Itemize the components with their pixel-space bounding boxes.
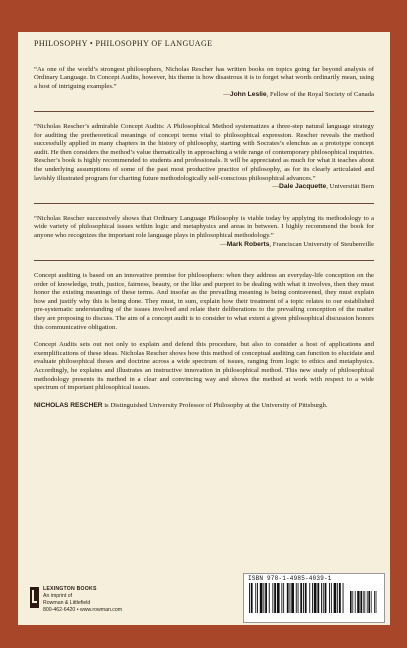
barcode-bar bbox=[314, 583, 317, 613]
endorsement-2-affiliation: , Universität Bern bbox=[326, 183, 374, 191]
endorsement-2-attribution: —Dale Jacquette, Universität Bern bbox=[272, 183, 374, 191]
endorsement-2 bbox=[34, 123, 374, 192]
barcode-addon-bar bbox=[352, 591, 353, 613]
endorsement-1-author: John Leslie bbox=[229, 91, 267, 99]
author-name: NICHOLAS RESCHER bbox=[34, 401, 103, 409]
author-bio bbox=[34, 402, 374, 411]
barcode-bar bbox=[334, 583, 337, 613]
barcode-addon-bar bbox=[364, 591, 365, 613]
barcode-bar bbox=[343, 583, 344, 613]
barcode-bar bbox=[303, 583, 304, 613]
barcode-bar bbox=[291, 583, 294, 613]
barcode-bar bbox=[255, 583, 256, 613]
cover-footer bbox=[18, 570, 390, 625]
barcode-bar bbox=[317, 583, 319, 613]
endorsement-2-author: Dale Jacquette bbox=[279, 183, 327, 191]
author-bio-text: is Distinguished University Professor of Philosophy at the University of Pittsburgh. bbox=[102, 401, 328, 409]
barcode-bar bbox=[337, 583, 338, 613]
barcode-bar bbox=[277, 583, 280, 613]
barcode-bar bbox=[325, 583, 327, 613]
endorsement-1-attribution: —John Leslie, Fellow of the Royal Society of Canada bbox=[223, 91, 374, 99]
barcode-addon-bar bbox=[376, 591, 377, 613]
back-cover-panel bbox=[18, 32, 390, 625]
endorsement-1-affiliation: , Fellow of the Royal Society of Canada bbox=[266, 91, 374, 99]
divider bbox=[34, 203, 374, 204]
endorsement-1-text: “As one of the world’s strongest philosophers, Nicholas Rescher has written books on topics going far beyond analysis of Ordinary Language. In Concept Audits, however, his theme is how disastrous it is to forget what words ordinarily mean, using a host of intriguing examples.” bbox=[34, 65, 374, 90]
endorsement-3-affiliation: , Franciscan University of Steubenville bbox=[269, 240, 374, 248]
category-label: PHILOSOPHY • PHILOSOPHY OF LANGUAGE bbox=[34, 39, 213, 48]
barcode-addon-bar bbox=[367, 591, 368, 613]
barcode-bar bbox=[339, 583, 341, 613]
publisher-parent: Rowman & Littlefield bbox=[43, 600, 91, 606]
barcode-bar bbox=[287, 583, 289, 613]
barcode-addon-bar bbox=[357, 591, 359, 613]
barcode-bar bbox=[283, 583, 284, 613]
barcode-bar bbox=[309, 583, 310, 613]
endorsement-3-text: “Nicholas Rescher successively shows that Ordinary Language Philosophy is viable today by applying its methodology to a wide variety of philosophical issues within logic and metaphysics and areas in between. I highly recommend the book for anyone who recognizes the important role language plays in philosophical methodology.” bbox=[34, 214, 374, 239]
barcode-bar bbox=[323, 583, 324, 613]
barcode-addon-bar bbox=[374, 591, 375, 613]
endorsement-1 bbox=[34, 66, 374, 100]
barcode-bar bbox=[331, 583, 332, 613]
barcode-addon-bar bbox=[350, 591, 352, 613]
barcode-bar bbox=[281, 583, 282, 613]
barcode-bar bbox=[269, 583, 270, 613]
back-cover-content bbox=[34, 40, 374, 410]
barcode-addon-bar bbox=[368, 591, 370, 613]
barcode-bar bbox=[290, 583, 291, 613]
publisher-block bbox=[30, 586, 122, 614]
barcode-bar bbox=[321, 583, 322, 613]
barcode-bar bbox=[296, 583, 297, 613]
barcode-bar bbox=[300, 583, 302, 613]
description-paragraph-1: Concept auditing is based on an innovative premise for philosophers: when they address an everyday-life conception on the order of knowledge, truth, justice, fairness, beauty, or the like and purport to be dealing with what it involves, then they must honor the existing meanings of these terms. And insofar as the prevailing meaning is being contravened, they must explain how and justify why this is being done. They must, in sum, explain how their treatment of a topic relates to our established pre-systematic understanding of the issues involved and relate their deliberations to the prevailing conception of the matter they are proposing to discuss. The aim of a concept audit is to consider to what extent a given philosophical discussion honors this communicative obligation. bbox=[34, 272, 374, 331]
publisher-name: LEXINGTON BOOKS bbox=[43, 586, 97, 592]
barcode-addon-bar bbox=[360, 591, 362, 613]
barcode-bar bbox=[274, 583, 276, 613]
publisher-logo-icon bbox=[30, 587, 39, 608]
barcode-bar bbox=[272, 583, 273, 613]
barcode-bar bbox=[329, 583, 330, 613]
publisher-imprint-line: An imprint of bbox=[43, 593, 73, 599]
barcode-bar bbox=[312, 583, 313, 613]
description-paragraph-2: Concept Audits sets out not only to explain and defend this procedure, but also to consider a host of applications and exemplifications of these ideas. Nicholas Rescher shows how this method of conceptual auditing can function to elucidate and evaluate philosophical theses and doctrine across a wide spectrum of issues, ranging from logic to ethics and metaphysics. Accordingly, he explains and illustrates an instructive innovation in philosophical method. This new study of philosophical methodology presents its method in a clear and convincing way and shows the method at work with respect to a wide spectrum of important philosophical issues. bbox=[34, 341, 374, 392]
barcode-bar bbox=[260, 583, 263, 613]
isbn-barcode bbox=[243, 573, 385, 623]
barcode-bar bbox=[249, 583, 250, 613]
endorsement-3-author: Mark Roberts bbox=[226, 240, 270, 248]
barcode-addon-bar bbox=[363, 591, 364, 613]
barcode-bar bbox=[263, 583, 264, 613]
barcode-bar bbox=[257, 583, 258, 613]
divider bbox=[34, 260, 374, 261]
barcode-bar bbox=[305, 583, 307, 613]
barcode-addon-bar bbox=[371, 591, 372, 613]
endorsement-2-text: “Nicholas Rescher’s admirable Concept Audits: A Philosophical Method systematizes a three-step natural language strategy for auditing the pretheoretical meanings of concept terms vital to philosophical expression. Rescher reveals the method successfully applied in many chapters in the history of philosophy, starting with Socrates’s elenchus as a prototype concept audit. He then considers the method’s value thematically in approaching a wide range of contemporary philosophical inquiries. Rescher’s book is highly recommended to students and professionals. It will be appreciated as much for what it teaches about the underlying assumptions of some of the past most productive practice of philosophy, as for its clearly articulated and lavishly illustrated program for charting future methodologically self-conscious philosophical advances.” bbox=[34, 122, 374, 182]
divider bbox=[34, 111, 374, 112]
barcode-bar bbox=[298, 583, 299, 613]
endorsement-3-attribution: —Mark Roberts, Franciscan University of Steubenville bbox=[220, 240, 374, 248]
barcode-icon bbox=[248, 583, 380, 619]
barcode-bar bbox=[251, 583, 253, 613]
isbn-label: ISBN 978-1-4985-4039-1 bbox=[248, 575, 332, 582]
publisher-contact: 800-462-6420 • www.rowman.com bbox=[43, 607, 123, 613]
barcode-addon-bar bbox=[355, 591, 356, 613]
barcode-bar bbox=[265, 583, 267, 613]
endorsement-3 bbox=[34, 215, 374, 249]
